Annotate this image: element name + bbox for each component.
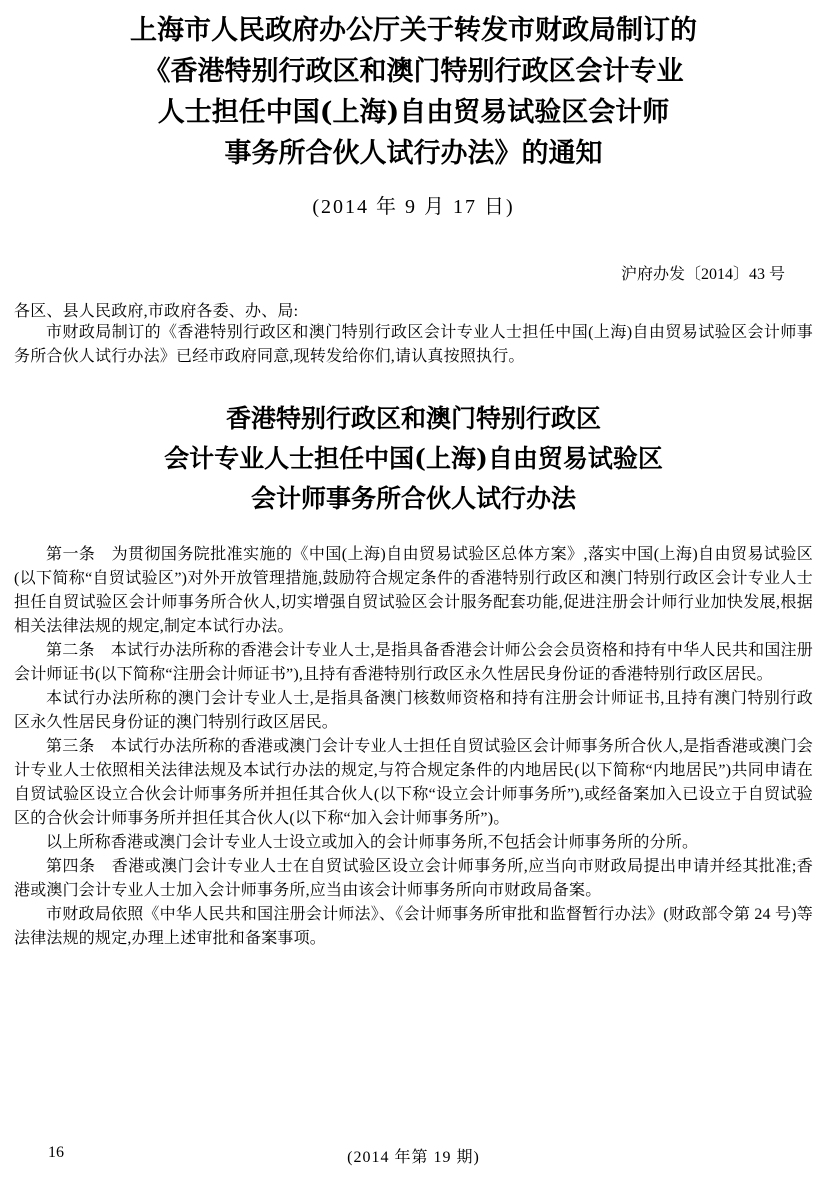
- article-text: 香港或澳门会计专业人士在自贸试验区设立会计师事务所,应当向市财政局提出申请并经其批准;香港或澳门会计专业人士加入会计师事务所,应当由该会计师事务所向市财政局备案。: [14, 858, 814, 899]
- title-line-1: 上海市人民政府办公厅关于转发市财政局制订的: [130, 15, 697, 46]
- article-text: 市财政局依照《中华人民共和国注册会计师法》、《会计师事务所审批和监督暂行办法》(财政部令第 24 号)等法律法规的规定,办理上述审批和备案事项。: [14, 906, 813, 947]
- salutation: 各区、县人民政府,市政府各委、办、局:: [14, 303, 299, 320]
- article-label: 第一条: [46, 546, 96, 563]
- section-title-line-1: 香港特别行政区和澳门特别行政区: [225, 404, 601, 433]
- article-text: 本试行办法所称的澳门会计专业人士,是指具备澳门核数师资格和持有注册会计师证书,且持有澳门特别行政区永久性居民身份证的澳门特别行政区居民。: [14, 690, 813, 731]
- article-item: [14, 639, 813, 687]
- document-page: [0, 10, 827, 1180]
- transmittal-paragraph: 市财政局制订的《香港特别行政区和澳门特别行政区会计专业人士担任中国(上海)自由贸易试验区会计师事务所合伙人试行办法》已经市政府同意,现转发给你们,请认真按照执行。: [14, 324, 813, 365]
- article-text: 为贯彻国务院批准实施的《中国(上海)自由贸易试验区总体方案》,落实中国(上海)自由贸易试验区(以下简称“自贸试验区”)对外开放管理措施,鼓励符合规定条件的香港特别行政区和澳门特别行政区会计专业人士担任自贸试验区会计师事务所合伙人,切实增强自贸试验区会计服务配套功能,促进注册会计师行业加快发展,根据相关法律法规的规定,制定本试行办法。: [14, 546, 813, 635]
- article-item: [14, 903, 813, 951]
- article-item: [14, 855, 813, 903]
- title-line-4: 事务所合伙人试行办法》的通知: [224, 138, 603, 169]
- article-item: [14, 735, 813, 831]
- section-title-line-3: 会计师事务所合伙人试行办法: [250, 484, 576, 513]
- section-title-line-2: 会计专业人士担任中国(上海)自由贸易试验区: [164, 444, 663, 473]
- article-item: [14, 543, 813, 639]
- article-label: 第二条: [46, 642, 95, 659]
- title-line-2: 《香港特别行政区和澳门特别行政区会计专业: [143, 56, 684, 87]
- article-label: 第三条: [46, 738, 95, 755]
- section-title: [14, 399, 813, 519]
- article-list: [14, 543, 813, 951]
- document-title: [14, 10, 813, 174]
- article-text: 本试行办法所称的香港或澳门会计专业人士担任自贸试验区会计师事务所合伙人,是指香港或澳门会计专业人士依照相关法律法规及本试行办法的规定,与符合规定条件的内地居民(以下简称“内地居民”)共同申请在自贸试验区设立合伙会计师事务所并担任其合伙人(以下称“设立会计师事务所”),或经备案加入已设立于自贸试验区的合伙会计师事务所并担任其合伙人(以下称“加入会计师事务所”)。: [14, 738, 813, 827]
- article-text: 以上所称香港或澳门会计专业人士设立或加入的会计师事务所,不包括会计师事务所的分所。: [46, 834, 699, 851]
- document-number: 沪府办发〔2014〕43 号: [620, 266, 785, 283]
- page-number: 16: [48, 1144, 64, 1161]
- article-item: [14, 687, 813, 735]
- issue-label: (2014 年第 19 期): [347, 1149, 480, 1166]
- article-label: 第四条: [46, 858, 96, 875]
- article-text: 本试行办法所称的香港会计专业人士,是指具备香港会计师公会会员资格和持有中华人民共和国注册会计师证书(以下简称“注册会计师证书”),且持有香港特别行政区永久性居民身份证的香港特别行政区居民。: [14, 642, 813, 683]
- title-line-3: 人士担任中国(上海)自由贸易试验区会计师: [157, 97, 670, 128]
- document-date: (2014 年 9 月 17 日): [312, 196, 515, 218]
- page-footer: [0, 1144, 827, 1166]
- article-item: [14, 831, 813, 855]
